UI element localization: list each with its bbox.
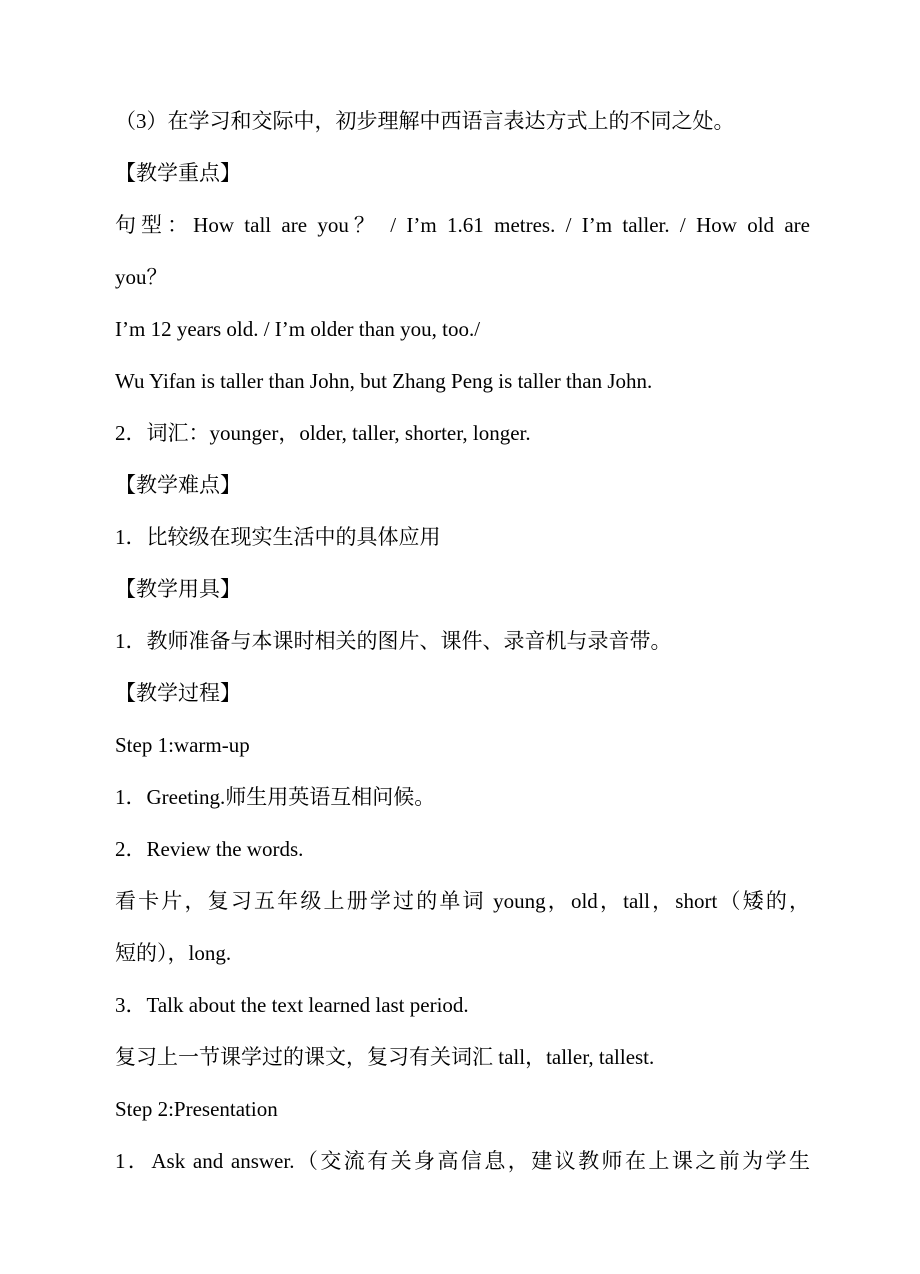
teaching-aids-line: 1．教师准备与本课时相关的图片、课件、录音机与录音带。 <box>115 629 672 653</box>
sentence-patterns-line: 句型：How tall are you？ / I’m 1.61 metres. / I’m taller. / How old are <box>115 213 810 237</box>
section-heading-teaching-process: 【教学过程】 <box>115 681 241 705</box>
step-1-heading: Step 1:warm-up <box>115 733 250 757</box>
sentence-pattern-age: I’m 12 years old. / I’m older than you, too./ <box>115 317 481 341</box>
sentence-patterns-continuation: you？ <box>115 265 168 289</box>
objective-3-line: （3）在学习和交际中，初步理解中西语言表达方式上的不同之处。 <box>115 109 735 133</box>
talk-about-text-line: 3．Talk about the text learned last period. <box>115 993 469 1017</box>
review-cards-line: 看卡片，复习五年级上册学过的单词 young，old，tall，short（矮的， <box>115 889 810 913</box>
vocabulary-line: 2．词汇：younger，older, taller, shorter, longer. <box>115 421 531 445</box>
section-heading-difficult-points: 【教学难点】 <box>115 473 241 497</box>
review-text-line: 复习上一节课学过的课文，复习有关词汇 tall，taller, tallest. <box>115 1045 655 1069</box>
ask-answer-line: 1．Ask and answer.（交流有关身高信息，建议教师在上课之前为学生 <box>115 1149 810 1173</box>
review-words-line: 2．Review the words. <box>115 837 304 861</box>
greeting-line: 1．Greeting.师生用英语互相问候。 <box>115 785 436 809</box>
sentence-pattern-comparison: Wu Yifan is taller than John, but Zhang Peng is taller than John. <box>115 369 653 393</box>
review-cards-continuation: 短的），long. <box>115 941 232 965</box>
section-heading-teaching-aids: 【教学用具】 <box>115 577 241 601</box>
difficult-point-line: 1．比较级在现实生活中的具体应用 <box>115 525 441 549</box>
section-heading-key-points: 【教学重点】 <box>115 161 241 185</box>
step-2-heading: Step 2:Presentation <box>115 1097 278 1121</box>
